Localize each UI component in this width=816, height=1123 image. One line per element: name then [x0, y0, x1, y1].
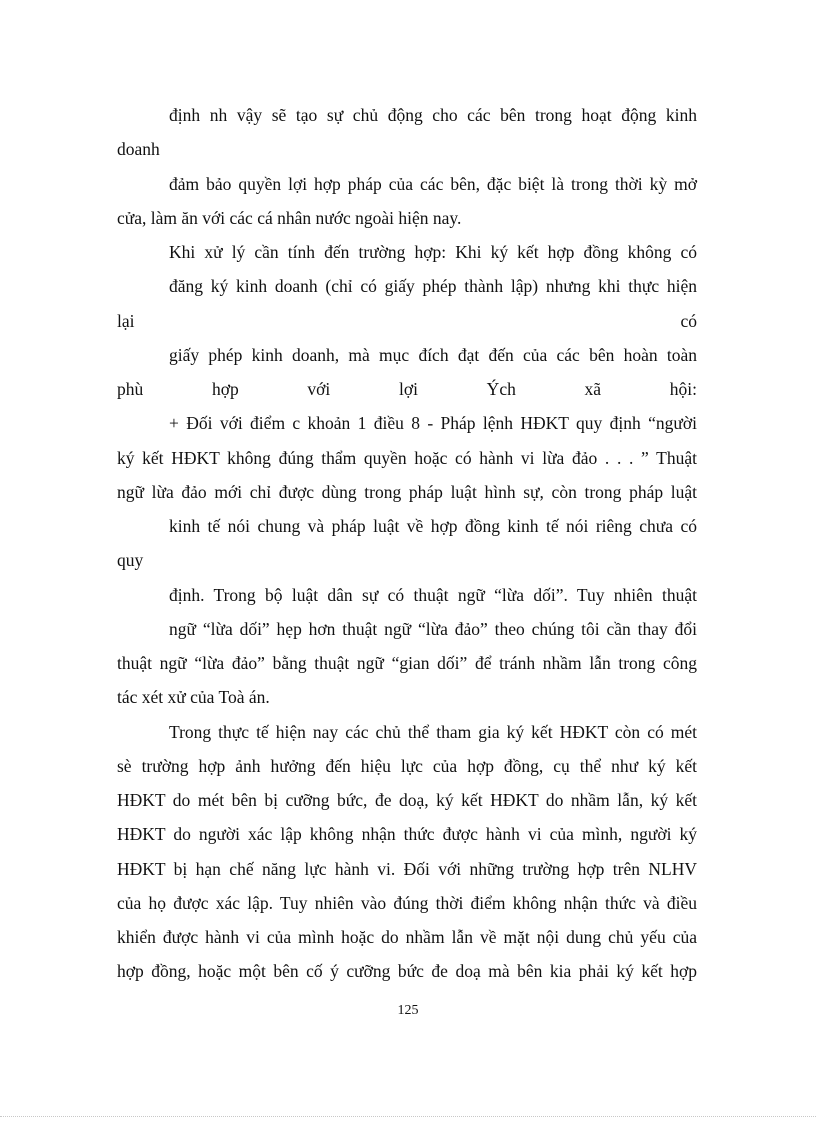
text-line: HĐKT do người xác lập không nhận thức được hành vi của mình, người ký: [117, 824, 697, 844]
text-line: tác xét xử của Toà án.: [117, 687, 270, 707]
text-line: doanh: [117, 139, 160, 159]
text-line: khiển được hành vi của mình hoặc do nhầm lẫn về mặt nội dung chủ yếu của: [117, 927, 697, 947]
text-line: đăng ký kinh doanh (chỉ có giấy phép thành lập) nhưng khi thực hiện: [169, 276, 697, 296]
text-line: ký kết HĐKT không đúng thẩm quyền hoặc có hành vi lừa đảo . . . ” Thuật: [117, 448, 697, 468]
text-line: Khi xử lý cần tính đến trường hợp: Khi ký kết hợp đồng không có: [169, 242, 697, 262]
text-line: phù hợp với lợi Ých xã hội:: [117, 379, 697, 399]
text-line: hợp đồng, hoặc một bên cố ý cưỡng bức đe doạ mà bên kia phải ký kết hợp: [117, 961, 697, 981]
page-number: 125: [397, 1003, 419, 1018]
text-line: định. Trong bộ luật dân sự có thuật ngữ “lừa dối”. Tuy nhiên thuật: [169, 585, 697, 605]
text-line: + Đối với điểm c khoản 1 điều 8 - Pháp lệnh HĐKT quy định “người: [169, 413, 697, 433]
text-line: của họ được xác lập. Tuy nhiên vào đúng thời điểm không nhận thức và điều: [117, 893, 697, 913]
text-line: ngữ lừa đảo mới chỉ được dùng trong pháp luật hình sự, còn trong pháp luật: [117, 482, 697, 502]
text-line: Trong thực tế hiện nay các chủ thể tham gia ký kết HĐKT còn có mét: [169, 722, 697, 742]
page-bottom-divider: [0, 1116, 816, 1117]
text-line: ngữ “lừa dối” hẹp hơn thuật ngữ “lừa đảo” theo chúng tôi cần thay đổi: [169, 619, 697, 639]
text-line: HĐKT bị hạn chế năng lực hành vi. Đối với những trường hợp trên NLHV: [117, 859, 697, 879]
text-line: cửa, làm ăn với các cá nhân nước ngoài hiện nay.: [117, 208, 462, 228]
text-line: quy: [117, 550, 144, 570]
text-line: sè trường hợp ảnh hưởng đến hiệu lực của hợp đồng, cụ thể như ký kết: [117, 756, 697, 776]
text-line: lại có: [117, 311, 697, 331]
text-line: HĐKT do mét bên bị cưỡng bức, đe doạ, ký kết HĐKT do nhầm lẫn, ký kết: [117, 790, 697, 810]
text-line: giấy phép kinh doanh, mà mục đích đạt đến của các bên hoàn toàn: [169, 345, 697, 365]
text-line: định nh vậy sẽ tạo sự chủ động cho các bên trong hoạt động kinh: [169, 105, 697, 125]
text-line: đảm bảo quyền lợi hợp pháp của các bên, đặc biệt là trong thời kỳ mở: [169, 174, 697, 194]
text-line: thuật ngữ “lừa đảo” bằng thuật ngữ “gian dối” để tránh nhầm lẫn trong công: [117, 653, 697, 673]
text-line: kinh tế nói chung và pháp luật về hợp đồng kinh tế nói riêng chưa có: [169, 516, 697, 536]
